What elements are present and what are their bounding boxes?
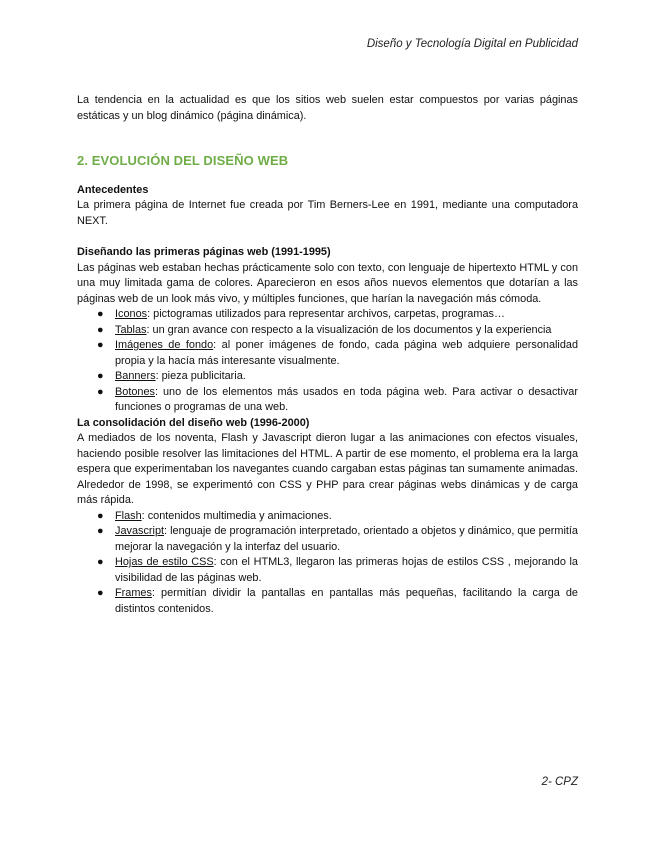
list-item-desc: : al poner imágenes de fondo, cada página web adquiere personalidad propia y la hacía más interesante visualmente.	[115, 339, 579, 367]
bullet-icon: ●	[97, 587, 104, 599]
list-item	[77, 385, 578, 416]
list-item	[77, 586, 578, 617]
antecedentes-block	[77, 183, 578, 230]
bullet-icon: ●	[97, 525, 104, 537]
primeras-block	[77, 245, 578, 416]
list-item-desc: : lenguaje de programación interpretado, orientado a objetos y dinámico, que permitía mejorar la navegación y la interfaz del usuario.	[115, 525, 578, 553]
list-item-term: Javascript	[115, 525, 165, 537]
primeras-text: Las páginas web estaban hechas prácticamente solo con texto, con lenguaje de hipertexto HTML y con una muy limitada gama de colores. Aparecieron en esos años nuevos elementos que dotarían a las páginas web de un look más vivo, y múltiples funciones, que harían la navegación más cómoda.	[77, 261, 578, 305]
list-item-desc: : pictogramas utilizados para representar archivos, carpetas, programas…	[147, 308, 505, 320]
primeras-title: Diseñando las primeras páginas web (1991-1995)	[77, 246, 331, 258]
antecedentes-title: Antecedentes	[77, 183, 149, 196]
bullet-icon: ●	[97, 308, 104, 320]
list-item-desc: : con el HTML3, llegaron las primeras hojas de estilos CSS , mejorando la visibilidad de las páginas web.	[115, 556, 578, 584]
bullet-icon: ●	[97, 556, 104, 568]
list-item-desc: : pieza publicitaria.	[155, 370, 246, 382]
list-item-term: Iconos	[115, 308, 148, 320]
bullet-icon: ●	[97, 339, 104, 351]
list-item	[77, 524, 578, 555]
bullet-icon: ●	[97, 385, 104, 398]
list-item	[77, 555, 578, 586]
list-item-desc: : contenidos multimedia y animaciones.	[141, 509, 332, 522]
list-item	[77, 307, 578, 323]
consolidacion-list	[77, 509, 578, 618]
section-heading: 2. EVOLUCIÓN DEL DISEÑO WEB	[77, 153, 289, 168]
list-item-term: Botones	[115, 385, 155, 398]
list-item	[77, 323, 578, 339]
list-item-desc: : permitían dividir la pantallas en pantallas más pequeñas, facilitando la carga de distintos contenidos.	[115, 587, 578, 615]
consolidacion-title: La consolidación del diseño web (1996-2000)	[77, 416, 310, 429]
list-item	[77, 369, 578, 385]
intro-paragraph: La tendencia en la actualidad es que los sitios web suelen estar compuestos por varias páginas estáticas y un blog dinámico (página dinámica).	[77, 94, 578, 122]
page-content	[77, 93, 578, 617]
list-item-term: Frames	[115, 587, 152, 599]
bullet-icon: ●	[97, 370, 104, 382]
consolidacion-text: A mediados de los noventa, Flash y Javascript dieron lugar a las animaciones con efectos visuales, haciendo posible resolver las limitaciones del HTML. A partir de ese momento, el problema era la larga espera que experimentaban los navegantes cuando cargaban estas páginas tan sumamente animadas. Alrededor de 1998, se experimentó con CSS y PHP para crear páginas webs dinámicas y de carga más rápida.	[77, 432, 578, 506]
consolidacion-block	[77, 416, 578, 618]
antecedentes-text: La primera página de Internet fue creada por Tim Berners-Lee en 1991, mediante una computadora NEXT.	[77, 199, 578, 227]
list-item	[77, 509, 578, 525]
list-item	[77, 338, 578, 369]
list-item-term: Hojas de estilo CSS	[115, 556, 214, 568]
list-item-desc: : un gran avance con respecto a la visualización de los documentos y la experiencia	[146, 323, 552, 336]
page-footer: 2- CPZ	[541, 776, 578, 788]
primeras-list	[77, 307, 578, 416]
list-item-term: Flash	[115, 509, 142, 522]
bullet-icon: ●	[97, 323, 104, 336]
list-item-term: Tablas	[115, 323, 147, 336]
page-header: Diseño y Tecnología Digital en Publicidad	[366, 38, 578, 50]
list-item-term: Imágenes de fondo	[115, 339, 214, 351]
bullet-icon: ●	[97, 509, 104, 522]
list-item-desc: : uno de los elementos más usados en toda página web. Para activar o desactivar funciones o programas de una web.	[115, 385, 578, 413]
list-item-term: Banners	[115, 370, 156, 382]
